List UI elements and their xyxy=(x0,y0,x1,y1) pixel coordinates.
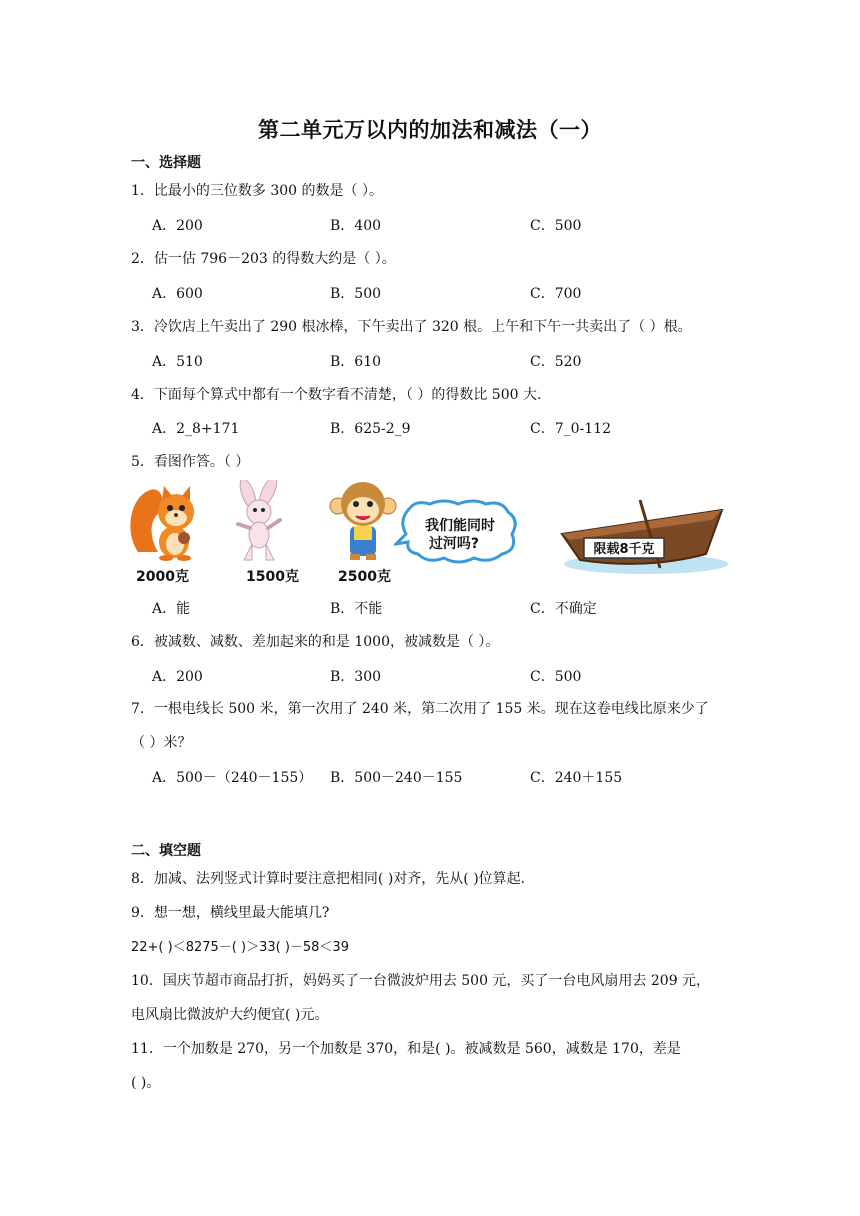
boat-sign: 限载8千克 xyxy=(593,542,655,557)
q4-option-c: C．7_0-112 xyxy=(530,421,611,437)
question-10-line-2: 电风扇比微波炉大约便宜( )元。 xyxy=(131,1007,329,1023)
speech-bubble-line-1: 我们能同时 xyxy=(425,518,495,534)
q3-option-b: B．610 xyxy=(330,354,382,370)
q2-option-a: A．600 xyxy=(152,286,203,302)
question-5: 5．看图作答。（ ） xyxy=(131,454,250,470)
rabbit-weight-label: 1500克 xyxy=(246,569,299,585)
question-6: 6．被减数、减数、差加起来的和是 1000，被减数是（ ）。 xyxy=(131,634,500,650)
question-3: 3．冷饮店上午卖出了 290 根冰棒，下午卖出了 320 根。上午和下午一共卖出了（ ）根。 xyxy=(131,319,692,335)
question-7-line-2: （ ）米？ xyxy=(131,735,192,751)
q1-option-b: B．400 xyxy=(330,218,382,234)
boat-image xyxy=(556,498,728,578)
question-9-expression: 22+( )＜8275－( )＞33( )－58＜39 xyxy=(131,940,349,955)
q5-option-a: A．能 xyxy=(152,601,191,617)
q3-option-c: C．520 xyxy=(530,354,582,370)
squirrel-weight-label: 2000克 xyxy=(136,569,189,585)
q6-option-b: B．300 xyxy=(330,669,382,685)
question-4: 4．下面每个算式中都有一个数字看不清楚，（ ）的得数比 500 大. xyxy=(131,387,542,403)
q2-option-b: B．500 xyxy=(330,286,382,302)
q2-option-c: C．700 xyxy=(530,286,582,302)
section-heading-fill: 二、填空题 xyxy=(131,843,201,859)
q7-option-c: C．240＋155 xyxy=(530,770,623,786)
question-7-line-1: 7．一根电线长 500 米，第一次用了 240 米，第二次用了 155 米。现在这卷电线比原来少了 xyxy=(131,701,709,717)
question-8: 8．加减、法列竖式计算时要注意把相同( )对齐，先从( )位算起. xyxy=(131,871,526,887)
question-5-figure xyxy=(128,478,728,588)
page-title: 第二单元万以内的加法和减法（一） xyxy=(258,118,602,142)
monkey-image xyxy=(328,478,398,566)
question-2: 2．估一估 796－203 的得数大约是（ ）。 xyxy=(131,251,396,267)
section-heading-choice: 一、选择题 xyxy=(131,155,201,171)
q4-option-b: B．625-2_9 xyxy=(330,421,411,437)
question-9: 9．想一想，横线里最大能填几? xyxy=(131,905,330,921)
question-1: 1．比最小的三位数多 300 的数是（ ）。 xyxy=(131,183,383,199)
question-10-line-1: 10．国庆节超市商品打折，妈妈买了一台微波炉用去 500 元，买了一台电风扇用去 209 元， xyxy=(131,973,711,989)
q7-option-b: B．500－240－155 xyxy=(330,770,463,786)
q5-option-b: B．不能 xyxy=(330,601,383,617)
monkey-weight-label: 2500克 xyxy=(338,569,391,585)
q3-option-a: A．510 xyxy=(152,354,203,370)
speech-bubble-line-2: 过河吗? xyxy=(428,536,480,552)
speech-bubble xyxy=(394,498,522,570)
q5-option-c: C．不确定 xyxy=(530,601,597,617)
squirrel-image xyxy=(128,482,208,562)
q7-option-a: A．500－（240－155） xyxy=(152,770,313,786)
q1-option-a: A．200 xyxy=(152,218,203,234)
q6-option-a: A．200 xyxy=(152,669,203,685)
q1-option-c: C．500 xyxy=(530,218,582,234)
question-11-line-2: ( )。 xyxy=(131,1075,161,1091)
question-11-line-1: 11．一个加数是 270，另一个加数是 370，和是( )。被减数是 560，减数是 170，差是 xyxy=(131,1041,681,1057)
rabbit-image xyxy=(226,480,296,564)
q4-option-a: A．2_8+171 xyxy=(152,421,240,437)
q6-option-c: C．500 xyxy=(530,669,582,685)
